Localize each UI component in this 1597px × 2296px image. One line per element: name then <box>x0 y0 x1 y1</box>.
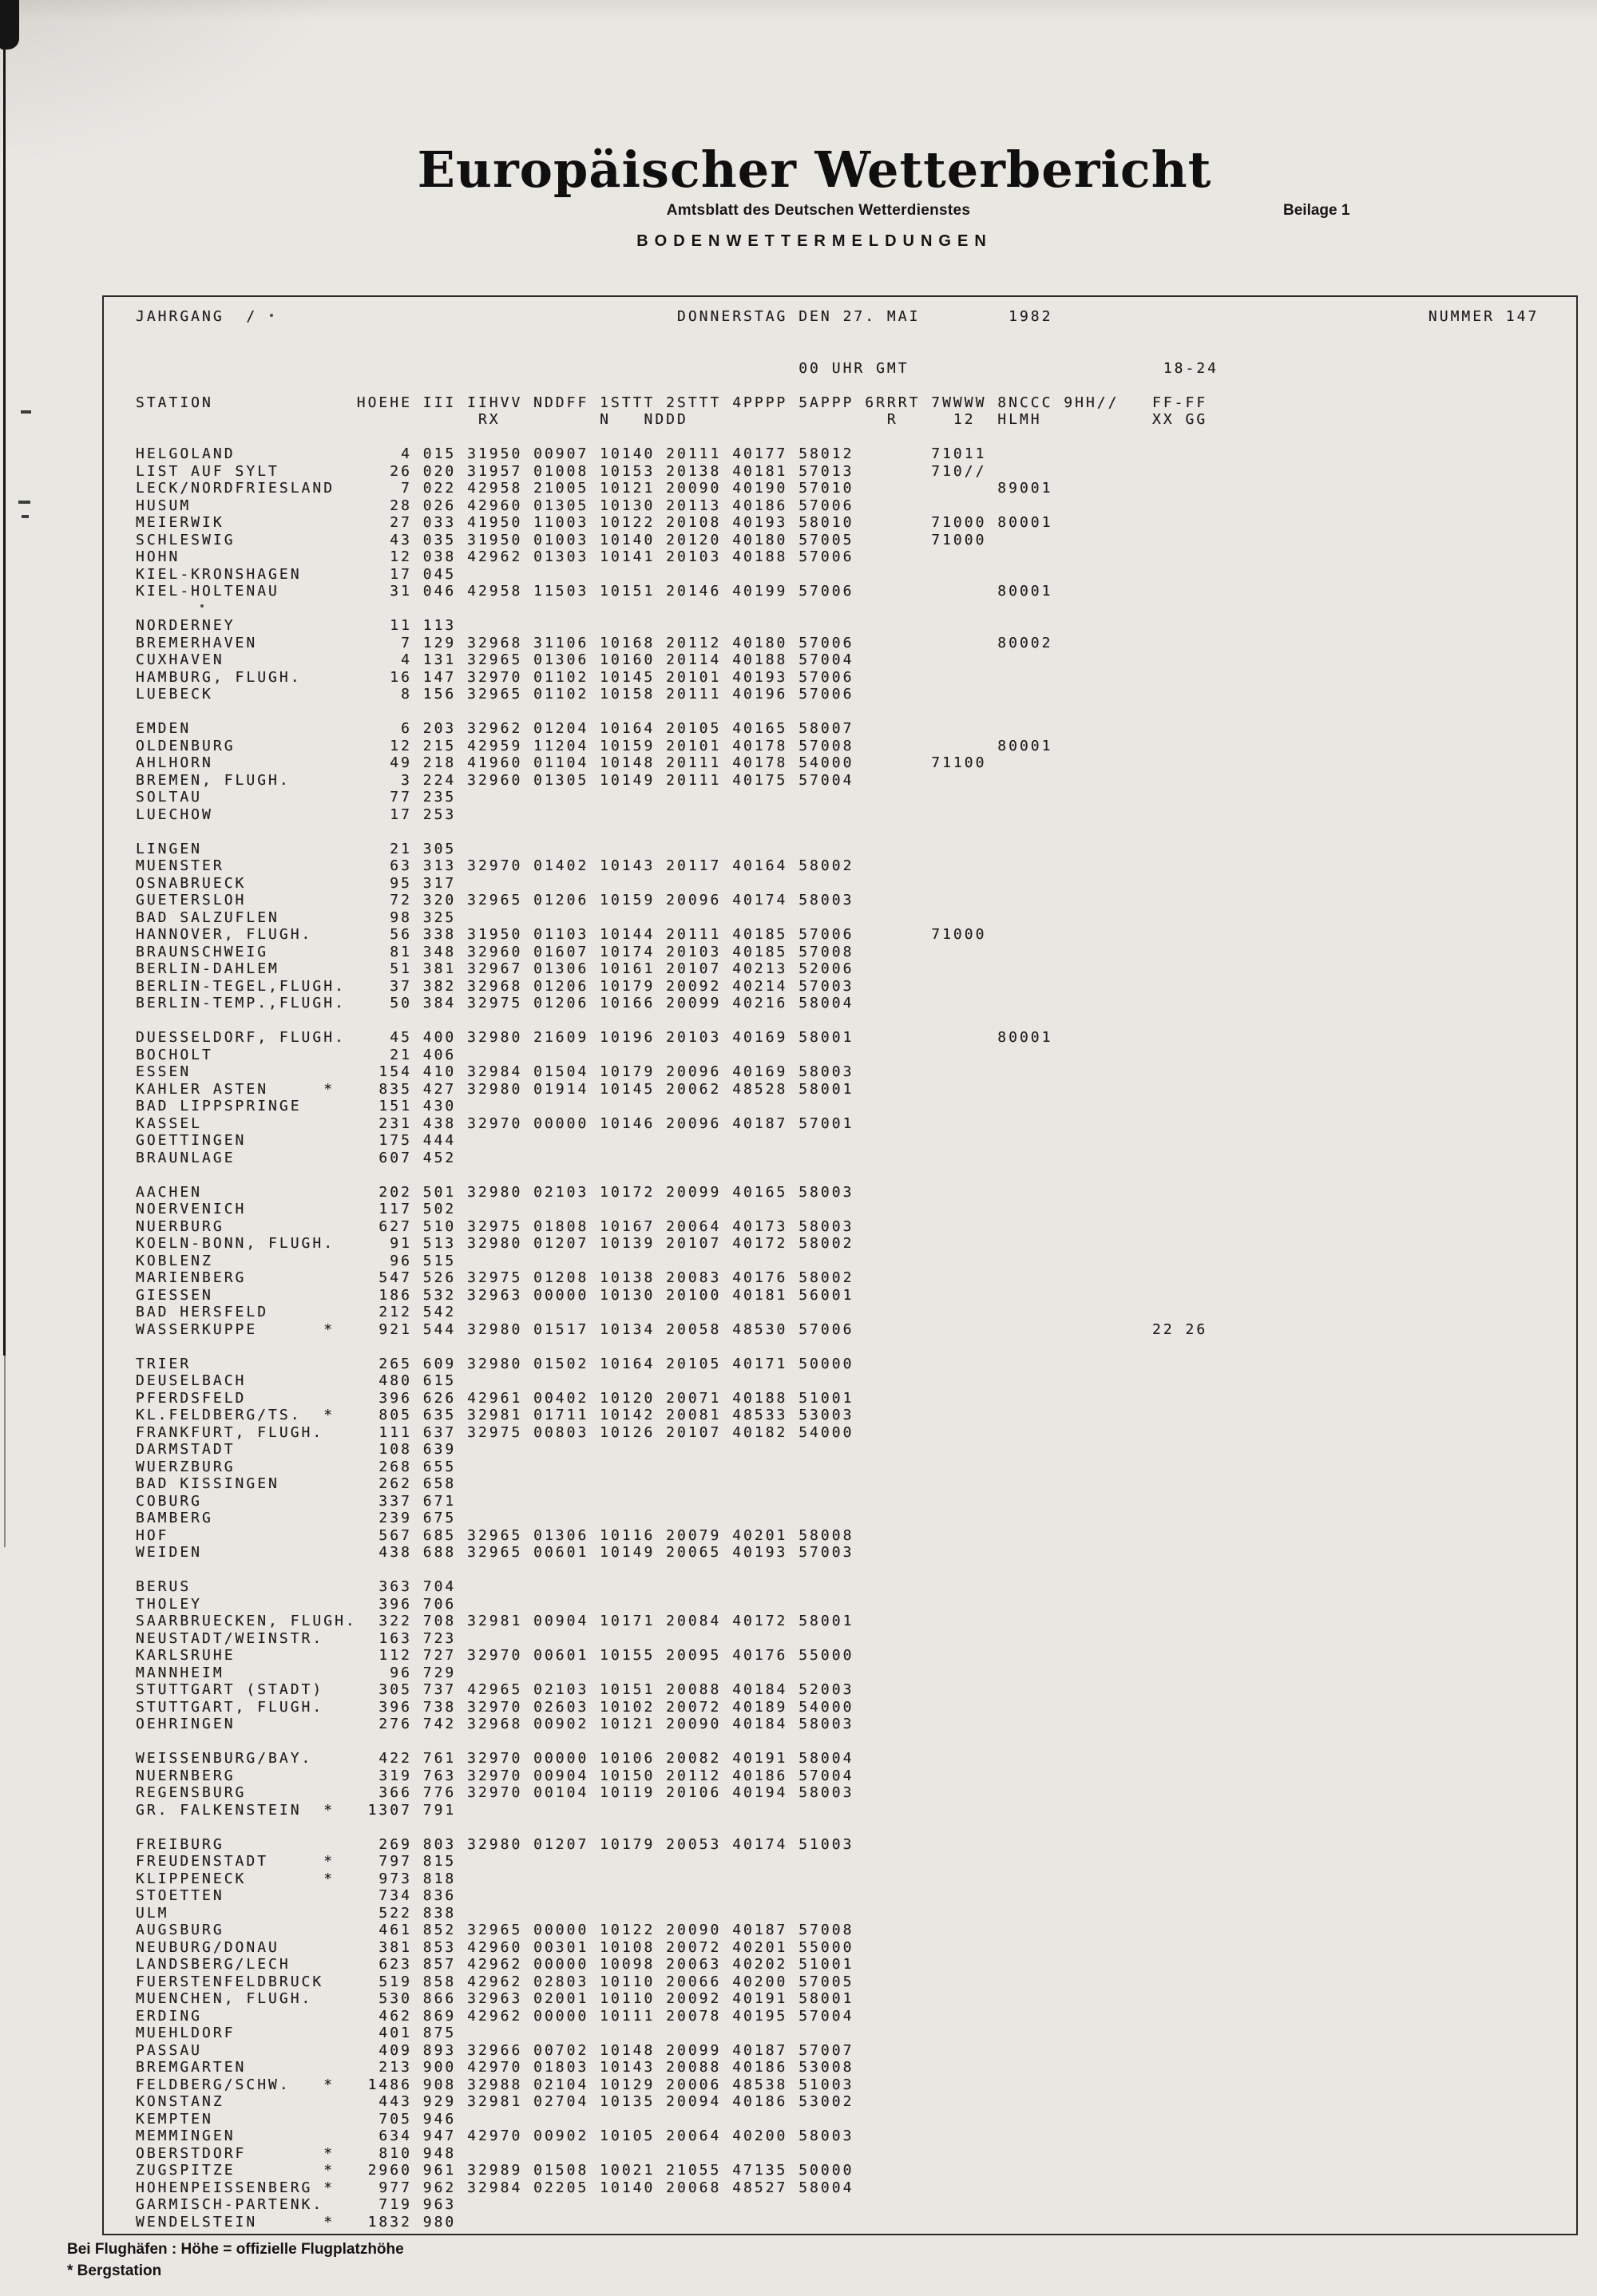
table-row: ZUGSPITZE * 2960 961 32989 01508 10021 21055 47135 50000 <box>136 2162 854 2179</box>
table-row: AHLHORN 49 218 41960 01104 10148 20111 40178 54000 71100 <box>136 754 987 771</box>
scan-edge-line-faint <box>4 1356 6 1547</box>
table-row: PFERDSFELD 396 626 42961 00402 10120 20071 40188 51001 <box>136 1389 854 1407</box>
scan-mark <box>18 501 30 504</box>
table-row: GR. FALKENSTEIN * 1307 791 <box>136 1801 457 1819</box>
table-row: BREMERHAVEN 7 129 32968 31106 10168 20112 40180 57006 80002 <box>136 634 1053 651</box>
table-row: STOETTEN 734 836 <box>136 1887 457 1904</box>
table-row: LANDSBERG/LECH 623 857 42962 00000 10098 20063 40202 51001 <box>136 1956 854 1973</box>
table-row: SCHLESWIG 43 035 31950 01003 10140 20120 40180 57005 71000 <box>136 531 987 548</box>
masthead-title: Europäischer Wetterbericht <box>417 141 1212 199</box>
table-row: WEISSENBURG/BAY. 422 761 32970 00000 10106 20082 40191 58004 <box>136 1750 854 1767</box>
table-row: THOLEY 396 706 <box>136 1595 457 1613</box>
spacer <box>136 342 1539 360</box>
table-row: KIEL-HOLTENAU 31 046 42958 11503 10151 20146 40199 57006 80001 <box>136 583 1053 600</box>
table-row: AACHEN 202 501 32980 02103 10172 20099 40165 58003 <box>136 1183 854 1201</box>
table-row: OSNABRUECK 95 317 <box>136 874 457 892</box>
scan-mark <box>22 515 29 518</box>
table-row: COBURG 337 671 <box>136 1492 457 1510</box>
group-spacer <box>136 1166 1539 1184</box>
table-row: BAD SALZUFLEN 98 325 <box>136 909 457 926</box>
table-row: NUERNBERG 319 763 32970 00904 10150 20112 40186 57004 <box>136 1767 854 1784</box>
table-row: NEUBURG/DONAU 381 853 42960 00301 10108 20072 40201 55000 <box>136 1938 854 1956</box>
table-row: DEUSELBACH 480 615 <box>136 1372 457 1389</box>
group-spacer <box>136 1012 1539 1030</box>
group-spacer <box>136 823 1539 841</box>
table-row: HANNOVER, FLUGH. 56 338 31950 01103 10144 20111 40185 57006 71000 <box>136 926 987 943</box>
group-spacer <box>136 600 1539 618</box>
table-row: FREIBURG 269 803 32980 01207 10179 20053 40174 51003 <box>136 1835 854 1853</box>
table-row: BRAUNLAGE 607 452 <box>136 1149 457 1166</box>
table-row: KLIPPENECK * 973 818 <box>136 1870 457 1887</box>
table-row: KOBLENZ 96 515 <box>136 1252 457 1269</box>
table-row: TRIER 265 609 32980 01502 10164 20105 40171 50000 <box>136 1355 854 1372</box>
table-row: LINGEN 21 305 <box>136 840 457 857</box>
table-row: GARMISCH-PARTENK. 719 963 <box>136 2196 457 2213</box>
table-row: HOHN 12 038 42962 01303 10141 20103 40188 57006 <box>136 548 854 565</box>
table-row: KIEL-KRONSHAGEN 17 045 <box>136 565 457 583</box>
table-row: OBERSTDORF * 810 948 <box>136 2144 457 2162</box>
table-row: ESSEN 154 410 32984 01504 10179 20096 40169 58003 <box>136 1063 854 1080</box>
table-row: WEIDEN 438 688 32965 00601 10149 20065 40193 57003 <box>136 1544 854 1561</box>
group-spacer <box>136 1562 1539 1579</box>
table-row: REGENSBURG 366 776 32970 00104 10119 20106 40194 58003 <box>136 1784 854 1801</box>
table-row: BERLIN-DAHLEM 51 381 32967 01306 10161 20107 40213 52006 <box>136 960 854 977</box>
table-row: MUENCHEN, FLUGH. 530 866 32963 02001 10110 20092 40191 58001 <box>136 1990 854 2007</box>
table-row: HOF 567 685 32965 01306 10116 20079 40201 58008 <box>136 1526 854 1544</box>
column-header-line-2: RX N NDDD R 12 HLMH XX GG <box>136 411 1208 428</box>
table-row: WUERZBURG 268 655 <box>136 1458 457 1475</box>
table-row: KONSTANZ 443 929 32981 02704 10135 20094 40186 53002 <box>136 2093 854 2110</box>
table-row: LUECHOW 17 253 <box>136 806 457 823</box>
masthead-subtitle: Amtsblatt des Deutschen Wetterdienstes <box>666 202 971 219</box>
table-row: GIESSEN 186 532 32963 00000 10130 20100 40181 56001 <box>136 1286 854 1304</box>
table-row: FRANKFURT, FLUGH. 111 637 32975 00803 10126 20107 40182 54000 <box>136 1423 854 1441</box>
table-row: GOETTINGEN 175 444 <box>136 1132 457 1149</box>
table-row: NUERBURG 627 510 32975 01808 10167 20064 40173 58003 <box>136 1217 854 1235</box>
table-row: CUXHAVEN 4 131 32965 01306 10160 20114 40188 57004 <box>136 651 854 668</box>
table-row: BAD LIPPSPRINGE 151 430 <box>136 1098 457 1114</box>
table-row: KEMPTEN 705 946 <box>136 2110 457 2128</box>
table-row: FREUDENSTADT * 797 815 <box>136 1853 457 1870</box>
table-row: BREMEN, FLUGH. 3 224 32960 01305 10149 20111 40175 57004 <box>136 771 854 789</box>
table-row: STUTTGART, FLUGH. 396 738 32970 02603 10102 20072 40189 54000 <box>136 1698 854 1716</box>
data-box <box>102 295 1578 2235</box>
bulletin-lines <box>104 297 1539 2231</box>
table-row: MEMMINGEN 634 947 42970 00902 10105 20064 40200 58003 <box>136 2128 854 2144</box>
table-row: PASSAU 409 893 32966 00702 10148 20099 40187 57007 <box>136 2041 854 2059</box>
table-row: HELGOLAND 4 015 31950 00907 10140 20111 40177 58012 71011 <box>136 445 987 462</box>
table-row: LECK/NORDFRIESLAND 7 022 42958 21005 10121 20090 40190 57010 89001 <box>136 480 1053 497</box>
group-spacer <box>136 1819 1539 1836</box>
table-row: WASSERKUPPE * 921 544 32980 01517 10134 20058 48530 57006 22 26 <box>136 1320 1208 1338</box>
table-row: LUEBECK 8 156 32965 01102 10158 20111 40196 57006 <box>136 686 854 703</box>
table-row: WENDELSTEIN * 1832 980 <box>136 2213 457 2231</box>
table-row: OEHRINGEN 276 742 32968 00902 10121 20090 40184 58003 <box>136 1716 854 1732</box>
table-row: EMDEN 6 203 32962 01204 10164 20105 40165 58007 <box>136 720 854 737</box>
table-row: NEUSTADT/WEINSTR. 163 723 <box>136 1629 457 1647</box>
table-row: NORDERNEY 11 113 <box>136 617 457 634</box>
scan-mark <box>21 410 31 414</box>
table-row: BERLIN-TEMP.,FLUGH. 50 384 32975 01206 10166 20099 40216 58004 <box>136 995 854 1011</box>
footnote-flughafen: Bei Flughäfen : Höhe = offizielle Flugplatzhöhe <box>67 2241 404 2258</box>
table-row: ERDING 462 869 42962 00000 10111 20078 40195 57004 <box>136 2007 854 2025</box>
table-row: BAD HERSFELD 212 542 <box>136 1304 457 1320</box>
group-spacer <box>136 703 1539 721</box>
footnotes <box>67 2239 404 2282</box>
spacer <box>136 377 1539 394</box>
issue-line: JAHRGANG / DONNERSTAG DEN 27. MAI 1982 NUMMER 147 <box>136 308 1540 325</box>
table-row: KL.FELDBERG/TS. * 805 635 32981 01711 10142 20081 48533 53003 <box>136 1407 854 1423</box>
table-row: OLDENBURG 12 215 42959 11204 10159 20101 40178 57008 80001 <box>136 737 1053 754</box>
table-row: SOLTAU 77 235 <box>136 789 457 806</box>
table-row: MUENSTER 63 313 32970 01402 10143 20117 40164 58002 <box>136 857 854 874</box>
table-row: BAMBERG 239 675 <box>136 1510 457 1526</box>
table-row: GUETERSLOH 72 320 32965 01206 10159 20096 40174 58003 <box>136 892 854 909</box>
table-row: NOERVENICH 117 502 <box>136 1201 457 1217</box>
table-row: HOHENPEISSENBERG * 977 962 32984 02205 10140 20068 48527 58004 <box>136 2179 854 2196</box>
table-row: KASSEL 231 438 32970 00000 10146 20096 40187 57001 <box>136 1114 854 1132</box>
table-row: BREMGARTEN 213 900 42970 01803 10143 20088 40186 53008 <box>136 2059 854 2076</box>
table-row: BERUS 363 704 <box>136 1578 457 1595</box>
table-row: DARMSTADT 108 639 <box>136 1441 457 1458</box>
spacer <box>136 326 1539 343</box>
table-row: STUTTGART (STADT) 305 737 42965 02103 10151 20088 40184 52003 <box>136 1681 854 1698</box>
supplement-label: Beilage 1 <box>1283 202 1350 219</box>
spacer <box>136 429 1539 446</box>
group-spacer <box>136 1338 1539 1356</box>
table-row: MARIENBERG 547 526 32975 01208 10138 20083 40176 58002 <box>136 1269 854 1286</box>
table-row: KOELN-BONN, FLUGH. 91 513 32980 01207 10139 20107 40172 58002 <box>136 1235 854 1252</box>
table-row: ULM 522 838 <box>136 1904 457 1922</box>
group-spacer <box>136 1733 1539 1751</box>
table-row: SAARBRUECKEN, FLUGH. 322 708 32981 00904 10171 20084 40172 58001 <box>136 1613 854 1629</box>
footnote-bergstation: * Bergstation <box>67 2262 162 2279</box>
time-line: 00 UHR GMT 18-24 <box>136 359 1219 377</box>
table-row: BAD KISSINGEN 262 658 <box>136 1475 457 1492</box>
table-row: BRAUNSCHWEIG 81 348 32960 01607 10174 20103 40185 57008 <box>136 943 854 960</box>
table-row: FELDBERG/SCHW. * 1486 908 32988 02104 10129 20006 48538 51003 <box>136 2076 854 2093</box>
table-row: AUGSBURG 461 852 32965 00000 10122 20090 40187 57008 <box>136 1922 854 1938</box>
column-header-line-1: STATION HOEHE III IIHVV NDDFF 1STTT 2STTT 4PPPP 5APPP 6RRRT 7WWWW 8NCCC 9HH// FF-FF <box>136 394 1208 411</box>
table-row: DUESSELDORF, FLUGH. 45 400 32980 21609 10196 20103 40169 58001 80001 <box>136 1029 1053 1046</box>
section-title: BODENWETTERMELDUNGEN <box>636 232 993 250</box>
table-row: KARLSRUHE 112 727 32970 00601 10155 20095 40176 55000 <box>136 1647 854 1664</box>
table-row: FUERSTENFELDBRUCK 519 858 42962 02803 10110 20066 40200 57005 <box>136 1973 854 1990</box>
table-row: MANNHEIM 96 729 <box>136 1664 457 1681</box>
table-row: LIST AUF SYLT 26 020 31957 01008 10153 20138 40181 57013 710// <box>136 462 987 480</box>
table-row: BERLIN-TEGEL,FLUGH. 37 382 32968 01206 10179 20092 40214 57003 <box>136 977 854 995</box>
table-row: BOCHOLT 21 406 <box>136 1046 457 1063</box>
table-row: KAHLER ASTEN * 835 427 32980 01914 10145 20062 48528 58001 <box>136 1080 854 1098</box>
table-row: MUEHLDORF 401 875 <box>136 2025 457 2041</box>
table-row: HAMBURG, FLUGH. 16 147 32970 01102 10145 20101 40193 57006 <box>136 668 854 686</box>
table-row: HUSUM 28 026 42960 01305 10130 20113 40186 57006 <box>136 497 854 514</box>
table-row: MEIERWIK 27 033 41950 11003 10122 20108 40193 58010 71000 80001 <box>136 514 1053 531</box>
